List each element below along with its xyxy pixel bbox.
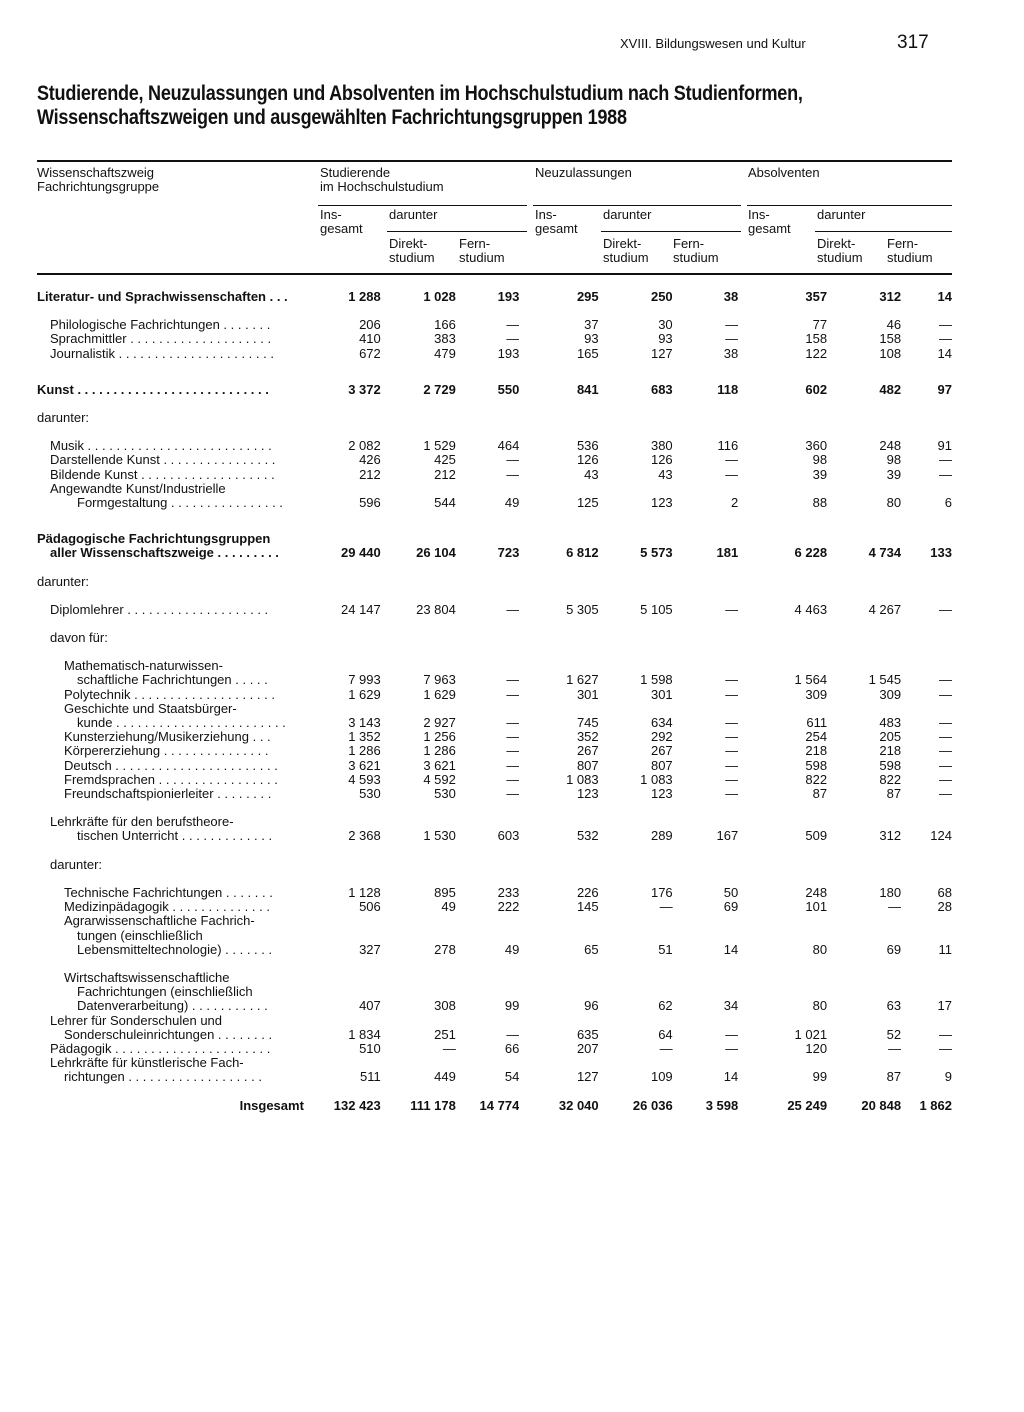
table-row: Freundschaftspionierleiter . . . . . . . . 530 530 — 123 123 — 87 87 —	[37, 787, 952, 801]
row-label: Freundschaftspionierleiter . . . . . . . .	[64, 787, 272, 802]
running-header: XVIII. Bildungswesen und Kultur	[620, 36, 806, 51]
row-label: darunter:	[50, 857, 103, 872]
darunter-rule-3	[815, 231, 952, 232]
row-label: Lehrkräfte für künstlerische Fach-	[50, 1056, 244, 1071]
row-label: Körpererziehung . . . . . . . . . . . . . . .	[64, 744, 269, 759]
header-ins-1: Ins- gesamt	[320, 207, 363, 236]
table-row: kunde . . . . . . . . . . . . . . . . . . . . . . . . 3 143 2 927 — 745 634 — 611 483 —	[37, 716, 952, 730]
header-ins-3: Ins- gesamt	[748, 207, 791, 236]
row-label: Pädagogische Fachrichtungsgruppen	[37, 532, 271, 547]
row-label: Sprachmittler . . . . . . . . . . . . . . . . . . . .	[50, 332, 272, 347]
table-row: Literatur- und Sprachwissenschaften . . . 1 288 1 028 193 295 250 38 357 312 14	[37, 290, 952, 304]
row-label: darunter:	[37, 411, 90, 426]
row-label: Darstellende Kunst . . . . . . . . . . . . . . . .	[50, 453, 276, 468]
row-label: Lebensmitteltechnologie) . . . . . . .	[77, 942, 273, 957]
header-darunter-2: darunter	[603, 207, 652, 222]
row-label: Philologische Fachrichtungen . . . . . . .	[50, 318, 271, 333]
data-table	[37, 290, 952, 1113]
table-row	[37, 631, 952, 645]
table-row: Technische Fachrichtungen . . . . . . . 1 128 895 233 226 176 50 248 180 68	[37, 886, 952, 900]
table-row: tischen Unterricht . . . . . . . . . . . . . 2 368 1 530 603 532 289 167 509 312 124	[37, 829, 952, 843]
table-row	[37, 411, 952, 425]
header-direkt-2: Direkt- studium	[603, 236, 649, 265]
row-label: Agrarwissenschaftliche Fachrich-	[64, 914, 255, 929]
table-row	[37, 575, 952, 589]
row-label: Medizinpädagogik . . . . . . . . . . . . . .	[64, 900, 270, 915]
row-label: tungen (einschließlich	[77, 928, 203, 943]
row-label: Deutsch . . . . . . . . . . . . . . . . . . . . . . .	[64, 758, 278, 773]
row-label: Musik . . . . . . . . . . . . . . . . . . . . . . . . . .	[50, 439, 272, 454]
header-top-rule	[37, 160, 952, 162]
table-row	[37, 1014, 952, 1028]
header-group-studierende: Studierende im Hochschulstudium	[320, 165, 444, 194]
table-row	[37, 971, 952, 985]
table-row	[37, 482, 952, 496]
table-row	[37, 532, 952, 546]
group-rule-3	[747, 205, 952, 206]
header-darunter-3: darunter	[817, 207, 866, 222]
table-row: Kunsterziehung/Musikerziehung . . . 1 352 1 256 — 352 292 — 254 205 —	[37, 730, 952, 744]
table-row: Darstellende Kunst . . . . . . . . . . . . . . . . 426 425 — 126 126 — 98 98 —	[37, 453, 952, 467]
row-label: schaftliche Fachrichtungen . . . . .	[77, 673, 268, 688]
row-label: kunde . . . . . . . . . . . . . . . . . . . . . . . .	[77, 716, 286, 731]
row-label: Fachrichtungen (einschließlich	[77, 985, 253, 1000]
table-row: Bildende Kunst . . . . . . . . . . . . . . . . . . . 212 212 — 43 43 — 39 39 —	[37, 468, 952, 482]
row-label: aller Wissenschaftszweige . . . . . . . . .	[50, 546, 279, 561]
header-group-absolventen: Absolventen	[748, 165, 820, 180]
table-row: Polytechnik . . . . . . . . . . . . . . . . . . . . 1 629 1 629 — 301 301 — 309 309 —	[37, 688, 952, 702]
table-row	[37, 914, 952, 928]
page-number: 317	[897, 32, 929, 53]
header-fern-1: Fern- studium	[459, 236, 505, 265]
row-label: darunter:	[37, 574, 90, 589]
row-label: davon für:	[50, 631, 108, 646]
header-group-neuzulassungen: Neuzulassungen	[535, 165, 632, 180]
row-label: Bildende Kunst . . . . . . . . . . . . . . . . . . .	[50, 467, 275, 482]
table-row: Körpererziehung . . . . . . . . . . . . . . . 1 286 1 286 — 267 267 — 218 218 —	[37, 744, 952, 758]
row-label: Insgesamt	[239, 1098, 304, 1113]
row-label: Formgestaltung . . . . . . . . . . . . . . . .	[77, 496, 283, 511]
row-label: Sonderschuleinrichtungen . . . . . . . .	[64, 1027, 273, 1042]
table-row: schaftliche Fachrichtungen . . . . . 7 993 7 963 — 1 627 1 598 — 1 564 1 545 —	[37, 673, 952, 687]
header-col0: Wissenschaftszweig Fachrichtungsgruppe	[37, 165, 160, 194]
table-row	[37, 1056, 952, 1070]
row-label: Pädagogik . . . . . . . . . . . . . . . . . . . . . .	[50, 1041, 271, 1056]
row-label: Kunst . . . . . . . . . . . . . . . . . . . . . . . . . . .	[37, 382, 269, 397]
row-label: Geschichte und Staatsbürger-	[64, 701, 237, 716]
table-row-total: Insgesamt 132 423 111 178 14 774 32 040 26 036 3 598 25 249 20 848 1 862	[37, 1099, 952, 1113]
row-label: Journalistik . . . . . . . . . . . . . . . . . . . . . .	[50, 346, 274, 361]
header-darunter-1: darunter	[389, 207, 438, 222]
header-ins-2: Ins- gesamt	[535, 207, 578, 236]
table-row	[37, 929, 952, 943]
table-row: Musik . . . . . . . . . . . . . . . . . . . . . . . . . . 2 082 1 529 464 536 380 116 360 248 91	[37, 439, 952, 453]
table-row	[37, 858, 952, 872]
table-row: Datenverarbeitung) . . . . . . . . . . . 407 308 99 96 62 34 80 63 17	[37, 999, 952, 1013]
row-label: Polytechnik . . . . . . . . . . . . . . . . . . . .	[64, 687, 275, 702]
table-row: Lebensmitteltechnologie) . . . . . . . 327 278 49 65 51 14 80 69 11	[37, 943, 952, 957]
header-direkt-3: Direkt- studium	[817, 236, 863, 265]
table-row: Deutsch . . . . . . . . . . . . . . . . . . . . . . . 3 621 3 621 — 807 807 — 598 598 —	[37, 759, 952, 773]
header-bottom-rule	[37, 273, 952, 275]
row-label: tischen Unterricht . . . . . . . . . . . . .	[77, 829, 273, 844]
row-label: Lehrkräfte für den berufstheore-	[50, 815, 234, 830]
table-row	[37, 815, 952, 829]
table-row	[37, 702, 952, 716]
row-label: Literatur- und Sprachwissenschaften . . .	[37, 290, 288, 304]
table-row: Fremdsprachen . . . . . . . . . . . . . . . . . 4 593 4 592 — 1 083 1 083 — 822 822 —	[37, 773, 952, 787]
table-body	[37, 290, 952, 1113]
table-row: aller Wissenschaftszweige . . . . . . . . . 29 440 26 104 723 6 812 5 573 181 6 228 4 734 133	[37, 546, 952, 560]
table-row: Diplomlehrer . . . . . . . . . . . . . . . . . . . . 24 147 23 804 — 5 305 5 105 — 4 463 4 267 —	[37, 603, 952, 617]
table-row: Sonderschuleinrichtungen . . . . . . . . 1 834 251 — 635 64 — 1 021 52 —	[37, 1028, 952, 1042]
row-label: richtungen . . . . . . . . . . . . . . . . . . .	[64, 1070, 262, 1085]
row-label: Angewandte Kunst/Industrielle	[50, 481, 226, 496]
page-title	[37, 82, 845, 130]
group-rule-1	[318, 205, 527, 206]
table-row	[37, 985, 952, 999]
row-label: Mathematisch-naturwissen-	[64, 659, 223, 674]
row-label: Wirtschaftswissenschaftliche	[64, 970, 230, 985]
title-line-2: Wissenschaftszweigen und ausgewählten Fachrichtungsgruppen 1988	[37, 106, 627, 129]
row-label: Technische Fachrichtungen . . . . . . .	[64, 885, 273, 900]
row-label: Datenverarbeitung) . . . . . . . . . . .	[77, 999, 268, 1014]
table-row: richtungen . . . . . . . . . . . . . . . . . . . 511 449 54 127 109 14 99 87 9	[37, 1070, 952, 1084]
group-rule-2	[533, 205, 741, 206]
table-row	[37, 659, 952, 673]
row-label: Lehrer für Sonderschulen und	[50, 1013, 223, 1028]
row-label: Kunsterziehung/Musikerziehung . . .	[64, 730, 271, 745]
table-row: Formgestaltung . . . . . . . . . . . . . . . . 596 544 49 125 123 2 88 80 6	[37, 496, 952, 510]
header-direkt-1: Direkt- studium	[389, 236, 435, 265]
row-label: Fremdsprachen . . . . . . . . . . . . . . . . .	[64, 772, 278, 787]
darunter-rule-2	[601, 231, 741, 232]
table-row: Journalistik . . . . . . . . . . . . . . . . . . . . . . 672 479 193 165 127 38 122 108 14	[37, 347, 952, 361]
header-fern-2: Fern- studium	[673, 236, 719, 265]
header-fern-3: Fern- studium	[887, 236, 933, 265]
table-row: Kunst . . . . . . . . . . . . . . . . . . . . . . . . . . . 3 372 2 729 550 841 683 118 602 482 97	[37, 382, 952, 397]
table-row: Pädagogik . . . . . . . . . . . . . . . . . . . . . . 510 — 66 207 — — 120 — —	[37, 1042, 952, 1056]
darunter-rule-1	[387, 231, 527, 232]
row-label: Diplomlehrer . . . . . . . . . . . . . . . . . . . .	[50, 602, 269, 617]
title-line-1: Studierende, Neuzulassungen und Absolventen im Hochschulstudium nach Studienformen,	[37, 82, 803, 105]
table-row: Philologische Fachrichtungen . . . . . . . 206 166 — 37 30 — 77 46 —	[37, 318, 952, 332]
table-row: Sprachmittler . . . . . . . . . . . . . . . . . . . . 410 383 — 93 93 — 158 158 —	[37, 332, 952, 346]
table-row: Medizinpädagogik . . . . . . . . . . . . . . 506 49 222 145 — 69 101 — 28	[37, 900, 952, 914]
